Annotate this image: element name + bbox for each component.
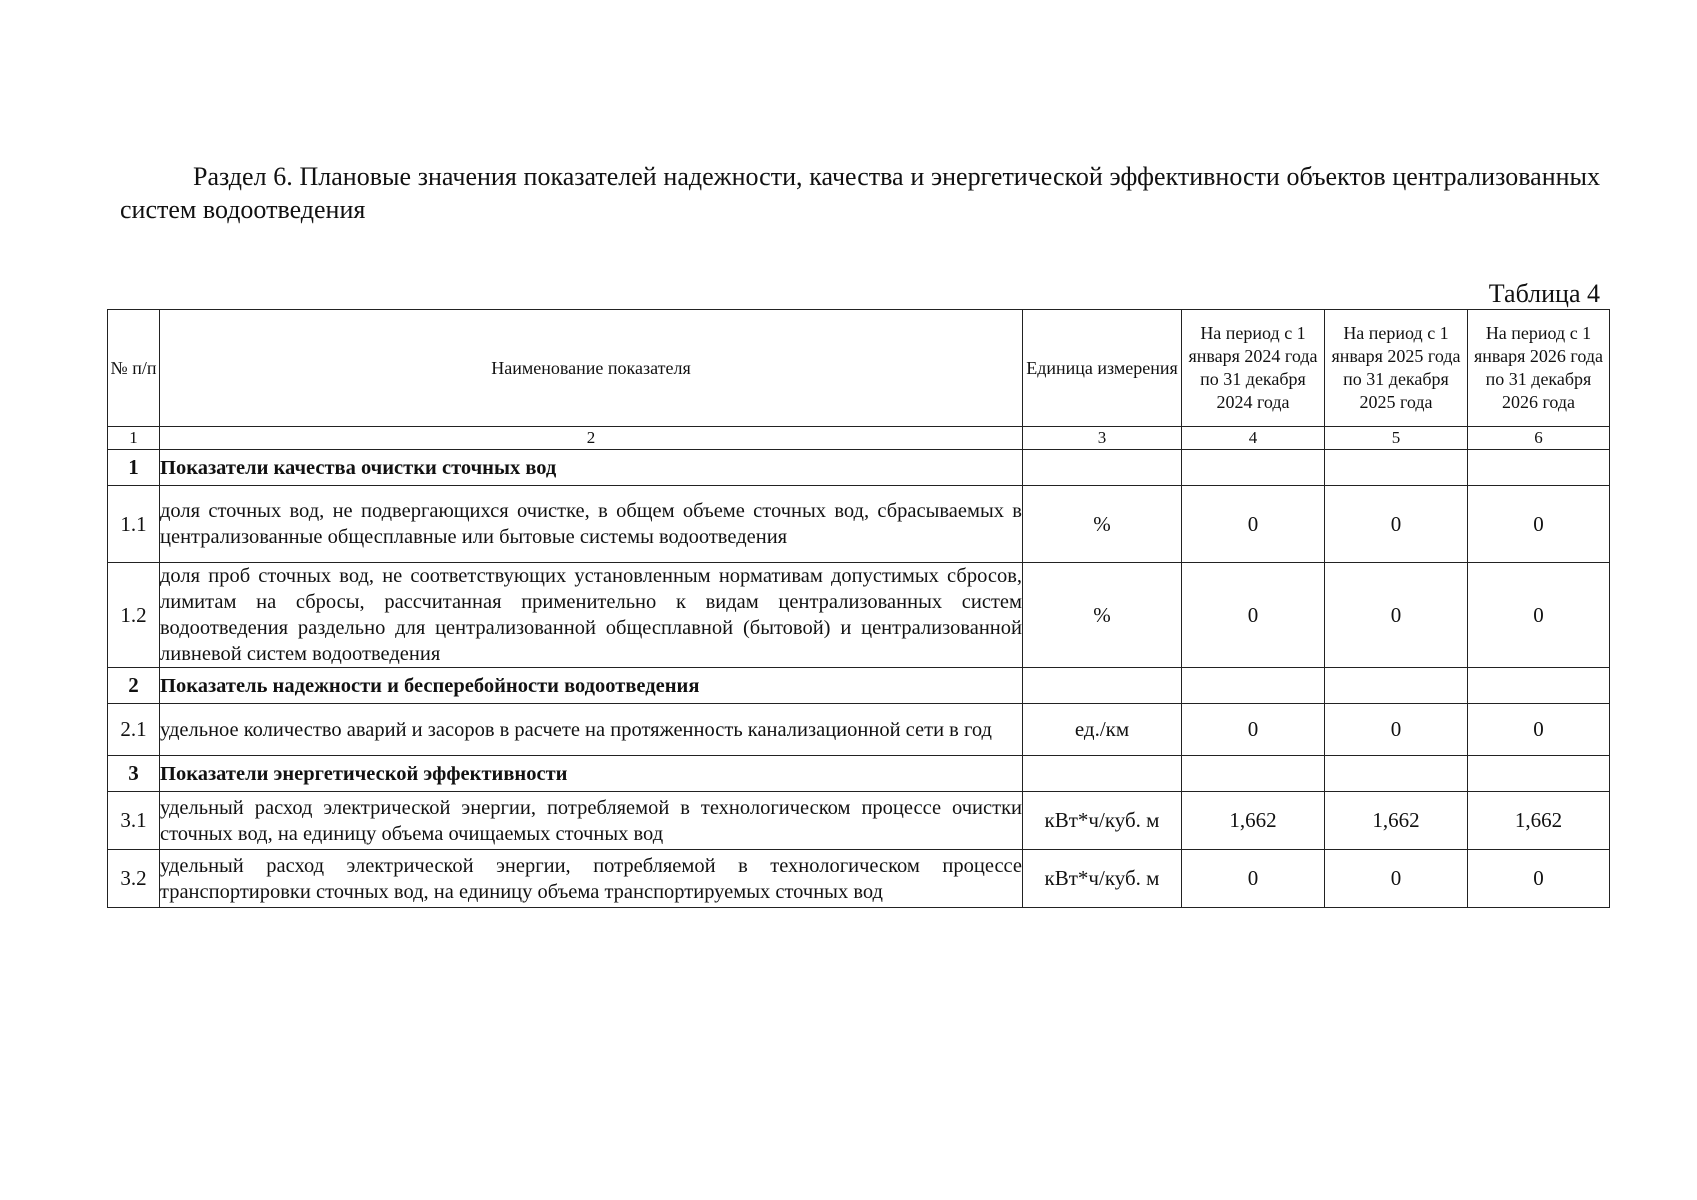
value-2026	[1468, 450, 1610, 486]
value-2026	[1468, 668, 1610, 704]
indicator-name: доля проб сточных вод, не соответствующих установленным нормативам допустимых сбросов, лимитам на сбросы, рассчитанная применительно к видам централизованных систем водоотведения раздельно для централизованной общесплавной (бытовой) и централизованной ливневой систем водоотведения	[160, 563, 1023, 668]
value-2026: 0	[1468, 563, 1610, 668]
value-2024	[1182, 450, 1325, 486]
value-2026: 0	[1468, 704, 1610, 756]
column-number: 4	[1182, 427, 1325, 450]
section-heading: Раздел 6. Плановые значения показателей надежности, качества и энергетической эффективности объектов централизованных систем водоотведения	[120, 162, 1600, 224]
section-row-energy	[108, 756, 1610, 792]
header-name: Наименование показателя	[160, 310, 1023, 427]
indicator-name: удельный расход электрической энергии, потребляемой в технологическом процессе транспортировки сточных вод, на единицу объема транспортируемых сточных вод	[160, 850, 1023, 908]
indicator-name: удельное количество аварий и засоров в расчете на протяженность канализационной сети в год	[160, 704, 1023, 756]
table-row	[108, 792, 1610, 850]
row-number: 1.2	[108, 563, 160, 668]
table-caption: Таблица 4	[1488, 279, 1600, 308]
indicator-unit: кВт*ч/куб. м	[1023, 850, 1182, 908]
column-number: 2	[160, 427, 1023, 450]
indicator-unit: кВт*ч/куб. м	[1023, 792, 1182, 850]
header-period-2024: На период с 1 января 2024 года по 31 декабря 2024 года	[1182, 310, 1325, 427]
column-number: 3	[1023, 427, 1182, 450]
row-number: 1	[108, 450, 160, 486]
table-row	[108, 486, 1610, 563]
indicator-name: Показатели энергетической эффективности	[160, 756, 1023, 792]
indicator-name: Показатели качества очистки сточных вод	[160, 450, 1023, 486]
column-number-row	[108, 427, 1610, 450]
section-row-reliability	[108, 668, 1610, 704]
value-2024	[1182, 668, 1325, 704]
value-2026: 0	[1468, 850, 1610, 908]
table-header-row	[108, 310, 1610, 427]
header-period-2025: На период с 1 января 2025 года по 31 декабря 2025 года	[1325, 310, 1468, 427]
indicator-unit: %	[1023, 486, 1182, 563]
value-2026	[1468, 756, 1610, 792]
header-num: № п/п	[108, 310, 160, 427]
header-unit: Единица измерения	[1023, 310, 1182, 427]
indicator-unit: %	[1023, 563, 1182, 668]
value-2025: 0	[1325, 704, 1468, 756]
row-number: 1.1	[108, 486, 160, 563]
value-2025	[1325, 756, 1468, 792]
row-number: 2.1	[108, 704, 160, 756]
value-2024: 0	[1182, 563, 1325, 668]
value-2024: 0	[1182, 850, 1325, 908]
header-period-2026: На период с 1 января 2026 года по 31 декабря 2026 года	[1468, 310, 1610, 427]
indicator-unit	[1023, 668, 1182, 704]
column-number: 5	[1325, 427, 1468, 450]
indicator-name: удельный расход электрической энергии, потребляемой в технологическом процессе очистки сточных вод, на единицу объема очищаемых сточных вод	[160, 792, 1023, 850]
value-2024: 0	[1182, 486, 1325, 563]
value-2025	[1325, 668, 1468, 704]
column-number: 6	[1468, 427, 1610, 450]
indicator-unit	[1023, 756, 1182, 792]
table-row	[108, 850, 1610, 908]
table-row	[108, 704, 1610, 756]
value-2026: 1,662	[1468, 792, 1610, 850]
row-number: 3.2	[108, 850, 160, 908]
indicator-unit: ед./км	[1023, 704, 1182, 756]
row-number: 3	[108, 756, 160, 792]
value-2025: 0	[1325, 486, 1468, 563]
value-2024	[1182, 756, 1325, 792]
column-number: 1	[108, 427, 160, 450]
indicator-name: Показатель надежности и бесперебойности водоотведения	[160, 668, 1023, 704]
row-number: 2	[108, 668, 160, 704]
section-row-quality	[108, 450, 1610, 486]
value-2024: 0	[1182, 704, 1325, 756]
indicators-table	[107, 309, 1610, 908]
value-2025: 1,662	[1325, 792, 1468, 850]
value-2025: 0	[1325, 850, 1468, 908]
table-row	[108, 563, 1610, 668]
value-2024: 1,662	[1182, 792, 1325, 850]
row-number: 3.1	[108, 792, 160, 850]
indicator-name: доля сточных вод, не подвергающихся очистке, в общем объеме сточных вод, сбрасываемых в централизованные общесплавные или бытовые системы водоотведения	[160, 486, 1023, 563]
value-2026: 0	[1468, 486, 1610, 563]
value-2025	[1325, 450, 1468, 486]
indicator-unit	[1023, 450, 1182, 486]
value-2025: 0	[1325, 563, 1468, 668]
